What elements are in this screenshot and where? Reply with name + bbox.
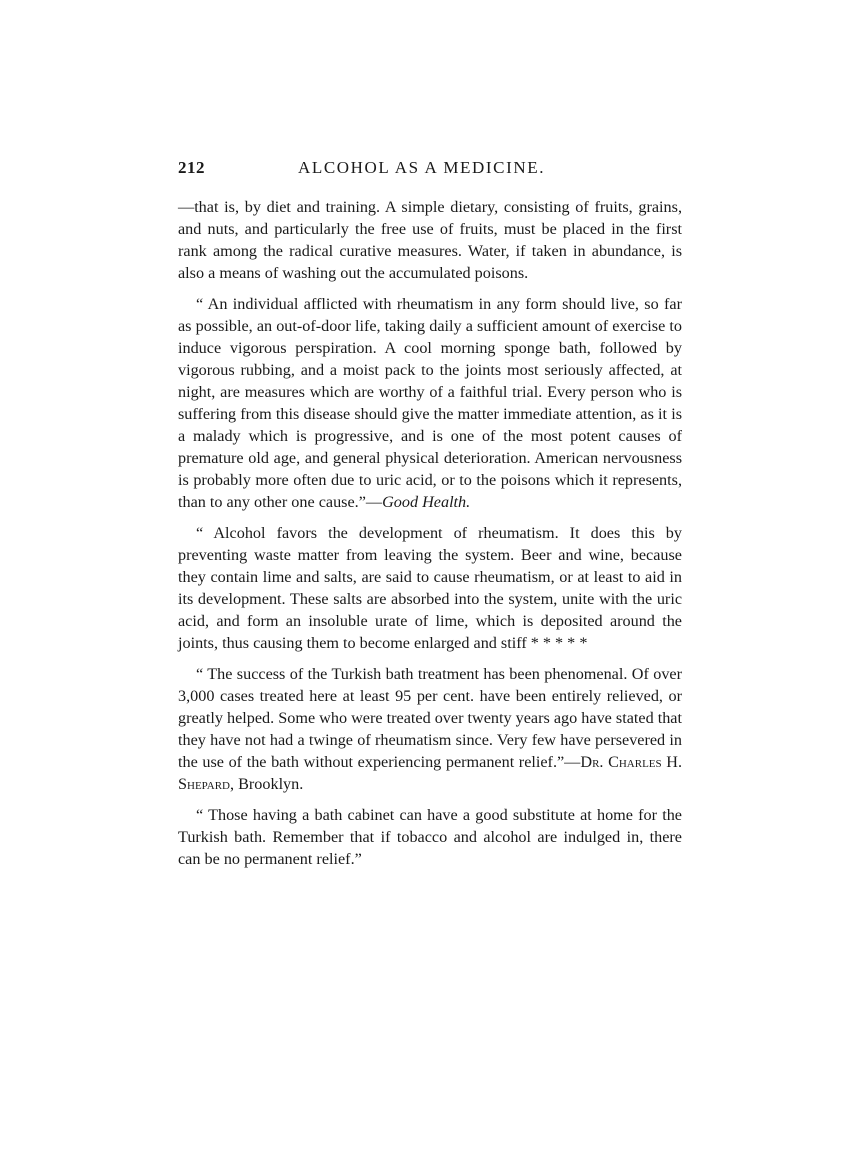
book-page (178, 152, 682, 870)
paragraph-bath-cabinet: “ Those having a bath cabinet can have a good substitute at home for the Turkish bath. Remember that if tobacco and alcohol are indulged in, there can be no permanent relief.” (178, 806, 682, 868)
running-title: ALCOHOL AS A MEDICINE. (298, 158, 546, 177)
running-head (178, 152, 682, 182)
source-citation: Good Health. (382, 493, 471, 511)
paragraph-diet-training: —that is, by diet and training. A simple dietary, consisting of fruits, grains, and nuts, and particularly the free use of fruits, must be placed in the first rank among the radical curative measures. Water, if taken in abundance, is also a means of washing out the accumulated poisons. (178, 198, 682, 282)
paragraph-turkish-bath-text: “ The success of the Turkish bath treatment has been phenomenal. Of over 3,000 cases treated here at least 95 per cent. have been entirely relieved, or greatly helped. Some who were treated over twenty years ago have stated that they have not had a twinge of rheumatism since. Very few have persevered in the use of the bath without experiencing permanent relief.”— (178, 665, 682, 771)
paragraph-alcohol-rheumatism: “ Alcohol favors the development of rheumatism. It does this by preventing waste matter from leaving the system. Beer and wine, because they contain lime and salts, are said to cause rheumatism, or at least to aid in its development. These salts are absorbed into the system, unite with the uric acid, and form an insoluble urate of lime, which is deposited around the joints, thus causing them to become enlarged and stiff * * * * * (178, 524, 682, 652)
page-number: 212 (178, 158, 205, 177)
paragraph-turkish-bath (178, 663, 682, 795)
author-place: , Brooklyn. (230, 775, 304, 793)
paragraph-outdoor-life-text: “ An individual afflicted with rheumatism in any form should live, so far as possible, an out-of-door life, taking daily a sufficient amount of exercise to induce vigorous perspiration. A cool morning sponge bath, followed by vigorous rubbing, and a moist pack to the joints most seriously affected, at night, are measures which are worthy of a faithful trial. Every person who is suffering from this disease should give the matter immediate attention, as it is a malady which is progressive, and is one of the most potent causes of premature old age, and general physical deterioration. American nervousness is probably more often due to uric acid, or to the poisons which it represents, than to any other one cause.”— (178, 295, 682, 511)
paragraph-outdoor-life (178, 293, 682, 513)
author-name: Dr. Charles H. Shepard (178, 753, 683, 793)
